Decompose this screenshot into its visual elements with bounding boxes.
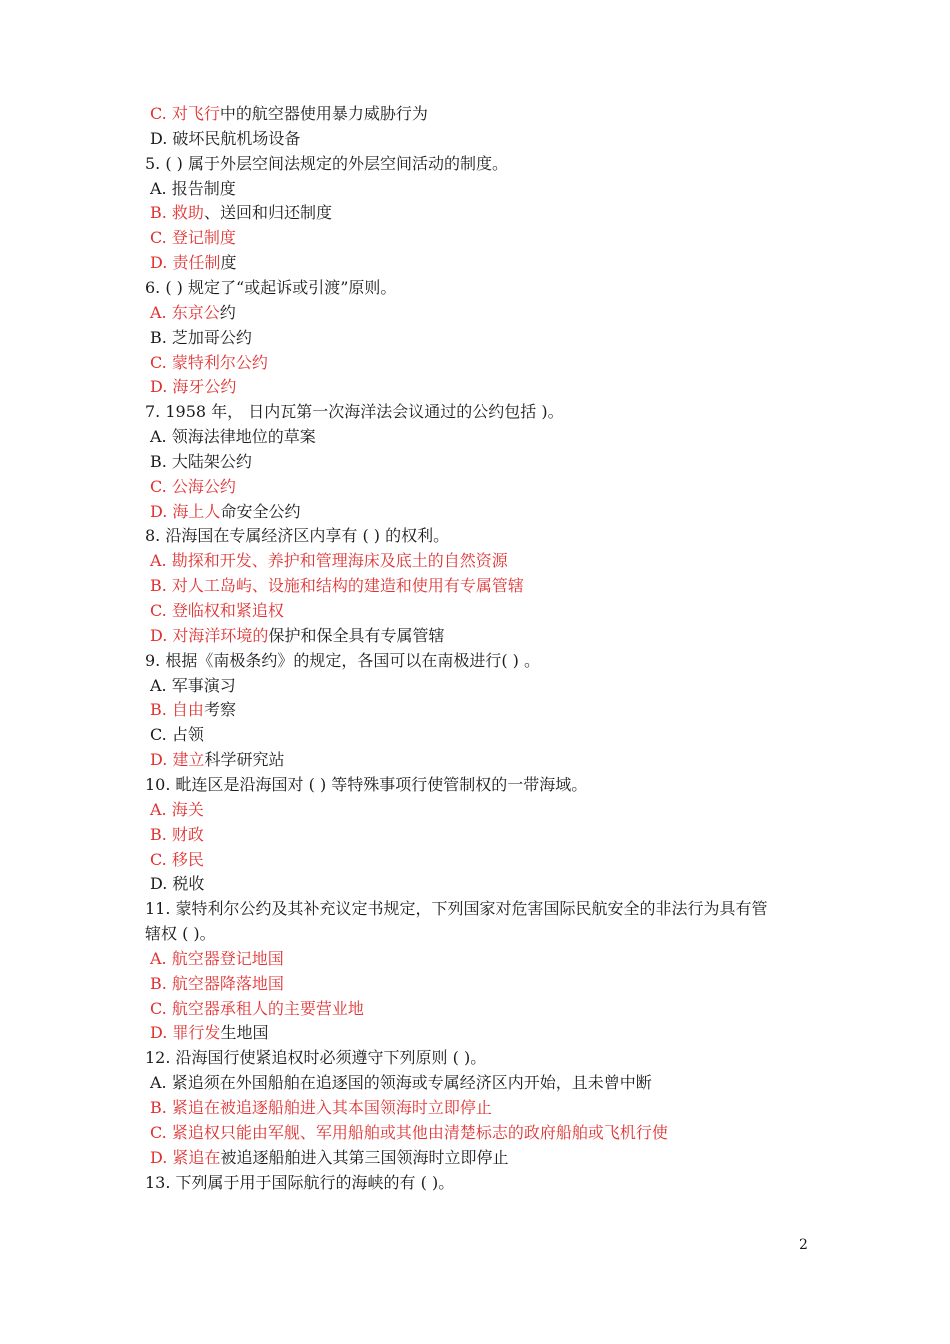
answer-option — [150, 377, 236, 397]
answer-option — [150, 452, 252, 472]
answer-option — [150, 601, 284, 621]
answer-option — [150, 228, 236, 248]
answer-option — [150, 427, 316, 447]
highlighted-answer-text: A. 航空器登记地国 — [150, 948, 284, 968]
answer-option — [150, 129, 300, 149]
text-segment: B. 大陆架公约 — [150, 451, 252, 471]
text-segment: 12. 沿海国行使紧追权时必须遵守下列原则 ( )。 — [145, 1048, 487, 1068]
highlighted-answer-text: D. 对海洋环境的 — [150, 625, 269, 645]
text-segment: 被追逐船舶进入其第三国领海时立即停止 — [220, 1147, 509, 1167]
highlighted-answer-text: C. 登临权和紧追权 — [150, 601, 284, 620]
highlighted-answer-text: B. 紧追在被追逐船舶进入其本国领海时立即停止 — [150, 1098, 492, 1117]
answer-option — [150, 750, 284, 770]
answer-option — [150, 700, 236, 720]
question-line — [145, 526, 449, 546]
text-segment: D. 破坏民航机场设备 — [150, 128, 301, 148]
question-line — [145, 899, 768, 919]
highlighted-answer-text: D. 责任制 — [150, 253, 221, 273]
highlighted-answer-text: A. 东京公 — [150, 302, 220, 322]
question-line — [145, 1173, 454, 1193]
text-segment: 13. 下列属于用于国际航行的海峡的有 ( )。 — [145, 1172, 455, 1192]
text-segment: 8. 沿海国在专属经济区内享有 ( ) 的权利。 — [145, 526, 450, 546]
answer-option — [150, 850, 204, 870]
highlighted-answer-text: C. 对飞行 — [150, 104, 220, 123]
answer-option — [150, 104, 428, 124]
answer-option — [150, 179, 236, 199]
answer-option — [150, 576, 524, 596]
answer-option — [150, 353, 268, 373]
text-segment: 9. 根据《南极条约》的规定，各国可以在南极进行( ) 。 — [145, 650, 541, 670]
highlighted-answer-text: C. 移民 — [150, 849, 204, 869]
answer-option — [150, 949, 284, 969]
text-segment: A. 报告制度 — [150, 178, 236, 198]
highlighted-answer-text: A. 勘探和开发、养护和管理海床及底土的自然资源 — [150, 551, 508, 571]
question-line — [145, 278, 396, 298]
highlighted-answer-text: C. 公海公约 — [150, 476, 236, 496]
answer-option — [150, 1023, 268, 1043]
page-number: 2 — [799, 1237, 808, 1253]
text-segment: C. 占领 — [150, 725, 204, 745]
text-segment: 约 — [219, 302, 236, 322]
highlighted-answer-text: D. 海牙公约 — [150, 377, 237, 397]
text-segment: 、送回和归还制度 — [203, 203, 332, 223]
highlighted-answer-text: B. 财政 — [150, 824, 204, 844]
answer-option — [150, 1148, 508, 1168]
answer-option — [150, 253, 236, 273]
answer-option — [150, 502, 300, 522]
answer-option — [150, 676, 236, 696]
text-segment: A. 紧追须在外国船舶在追逐国的领海或专属经济区内开始，且未曾中断 — [150, 1073, 652, 1093]
text-segment: 辖权 ( )。 — [145, 924, 216, 944]
question-line — [145, 154, 508, 174]
text-segment: 考察 — [203, 700, 236, 720]
answer-option — [150, 874, 204, 894]
answer-option — [150, 551, 508, 571]
highlighted-answer-text: D. 建立 — [150, 750, 205, 770]
answer-option — [150, 1123, 668, 1143]
text-segment: 命安全公约 — [220, 501, 301, 521]
highlighted-answer-text: C. 登记制度 — [150, 228, 236, 248]
text-segment: 6. ( ) 规定了“或起诉或引渡”原则。 — [145, 277, 397, 297]
highlighted-answer-text: D. 紧追在 — [150, 1147, 221, 1167]
text-segment: 11. 蒙特利尔公约及其补充议定书规定，下列国家对危害国际民航安全的非法行为具有管 — [145, 899, 768, 919]
text-segment: A. 军事演习 — [150, 675, 236, 695]
text-segment: 保护和保全具有专属管辖 — [268, 625, 445, 645]
text-segment: 5. ( ) 属于外层空间法规定的外层空间活动的制度。 — [145, 153, 509, 173]
answer-option — [150, 1073, 652, 1093]
text-segment: B. 芝加哥公约 — [150, 327, 252, 347]
text-segment: 中的航空器使用暴力威胁行为 — [219, 104, 428, 123]
highlighted-answer-text: B. 对人工岛屿、设施和结构的建造和使用有专属管辖 — [150, 576, 524, 596]
answer-option — [150, 800, 204, 820]
highlighted-answer-text: D. 罪行发 — [150, 1023, 221, 1043]
answer-option — [150, 303, 236, 323]
answer-option — [150, 974, 284, 994]
text-segment: 生地国 — [220, 1023, 269, 1043]
text-segment: 10. 毗连区是沿海国对 ( ) 等特殊事项行使管制权的一带海域。 — [145, 774, 588, 794]
question-line — [145, 1048, 486, 1068]
answer-option — [150, 999, 364, 1019]
text-segment: 科学研究站 — [204, 750, 285, 770]
highlighted-answer-text: C. 紧追权只能由军舰、军用船舶或其他由清楚标志的政府船舶或飞机行使 — [150, 1122, 668, 1142]
question-line — [145, 402, 564, 422]
question-line — [145, 775, 587, 795]
highlighted-answer-text: B. 救助 — [150, 203, 204, 223]
answer-option — [150, 477, 236, 497]
text-segment: D. 税收 — [150, 874, 205, 894]
answer-option — [150, 725, 204, 745]
answer-option — [150, 825, 204, 845]
answer-option — [150, 1098, 492, 1118]
question-line — [145, 924, 216, 944]
highlighted-answer-text: C. 航空器承租人的主要营业地 — [150, 998, 364, 1018]
text-segment: 7. 1958 年， 日内瓦第一次海洋法会议通过的公约包括 )。 — [145, 402, 564, 422]
highlighted-answer-text: C. 蒙特利尔公约 — [150, 352, 268, 372]
question-line — [145, 651, 540, 671]
text-segment: A. 领海法律地位的草案 — [150, 427, 316, 447]
text-segment: 度 — [220, 253, 237, 273]
highlighted-answer-text: B. 航空器降落地国 — [150, 973, 284, 993]
highlighted-answer-text: B. 自由 — [150, 700, 204, 720]
answer-option — [150, 203, 332, 223]
highlighted-answer-text: A. 海关 — [150, 799, 204, 819]
highlighted-answer-text: D. 海上人 — [150, 501, 221, 521]
answer-option — [150, 328, 252, 348]
answer-option — [150, 626, 444, 646]
